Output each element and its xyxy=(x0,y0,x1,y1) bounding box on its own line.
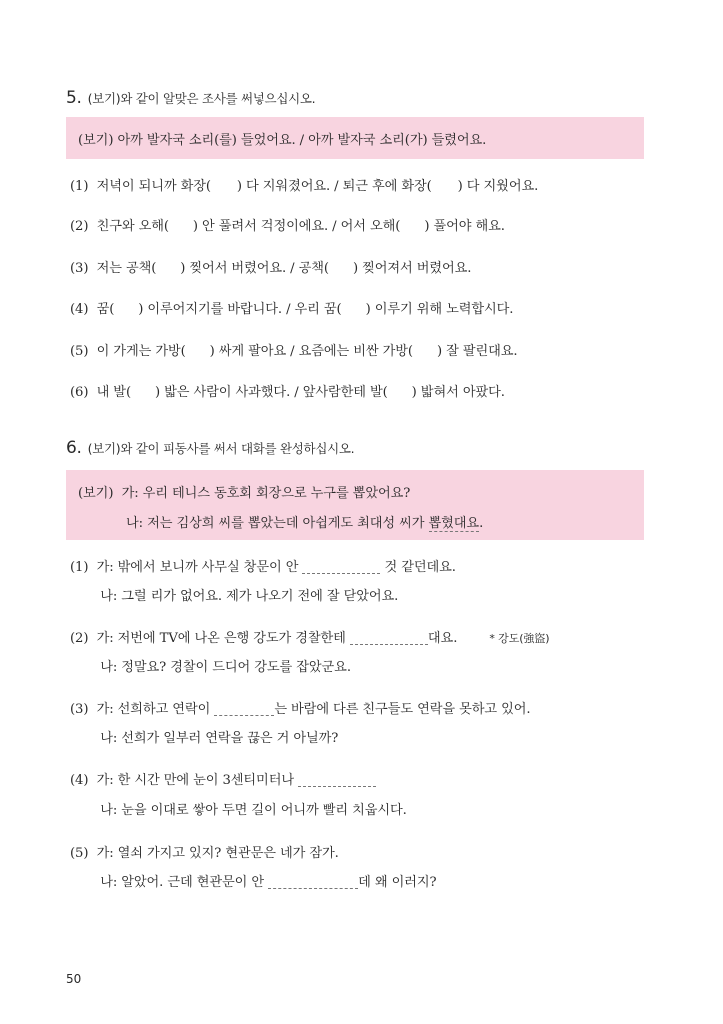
exercise-item xyxy=(70,215,505,234)
dialogue-ga: 가: 한 시간 만에 눈이 3센티미터나 xyxy=(96,773,294,788)
example-dialogue-ga xyxy=(78,482,410,501)
dialogue-ga: 가: 저번에 TV에 나온 은행 강도가 경찰한테 xyxy=(96,631,346,646)
item-text: ) 다 지웠어요. xyxy=(457,179,539,194)
item-number: (6) xyxy=(70,385,89,400)
item-number: (1) xyxy=(70,560,89,575)
item-text: ) 이루기 위해 노력합시다. xyxy=(365,302,514,317)
item-text: ) 풀어야 해요. xyxy=(424,219,505,234)
answer-blank[interactable] xyxy=(268,875,358,889)
answer-blank[interactable] xyxy=(350,631,428,645)
page-number: 50 xyxy=(66,972,82,986)
item-text: ) 밟은 사람이 사과했다. / 앞사람한테 발( xyxy=(155,385,388,400)
dialogue-na: 나: 선희가 일부러 연락을 끊은 거 아닐까? xyxy=(100,731,339,746)
item-number: (4) xyxy=(70,773,89,788)
dialogue-ga: 가: 열쇠 가지고 있지? 현관문은 네가 잠가. xyxy=(96,846,339,861)
section-number: 5. xyxy=(66,88,82,108)
dialogue-na: 나: 그럴 리가 없어요. 제가 나오기 전에 잘 닫았어요. xyxy=(100,589,399,604)
item-number: (3) xyxy=(70,261,89,276)
dialogue-ga: 가: 선희하고 연락이 xyxy=(96,702,211,717)
example-text: . xyxy=(479,516,484,531)
dialogue-item xyxy=(70,871,436,890)
item-number: (2) xyxy=(70,219,89,234)
item-text: ) 잘 팔린대요. xyxy=(436,344,518,359)
dialogue-item xyxy=(70,627,549,646)
section-instruction: (보기)와 같이 피동사를 써서 대화를 완성하십시오. xyxy=(87,441,355,456)
item-text: ) 찢어서 버렸어요. / 공책( xyxy=(180,261,329,276)
section-number: 6. xyxy=(66,438,82,458)
example-text: (보기) 아까 발자국 소리(를) 들었어요. / 아까 발자국 소리(가) 들렸어요. xyxy=(78,133,487,148)
answer-blank[interactable] xyxy=(214,702,274,716)
dialogue-na: 나: 눈을 이대로 쌓아 두면 길이 어니까 빨리 치웁시다. xyxy=(100,803,407,818)
example-text: 나: 저는 김상희 씨를 뽑았는데 아쉽게도 최대성 씨가 xyxy=(126,516,429,531)
example-text: 가: 우리 테니스 동호회 회장으로 누구를 뽑았어요? xyxy=(121,486,411,501)
dialogue-item xyxy=(70,556,456,575)
item-text: ) 안 풀려서 걱정이에요. / 어서 오해( xyxy=(192,219,401,234)
exercise-item xyxy=(70,175,538,194)
item-number: (5) xyxy=(70,344,89,359)
exercise-item xyxy=(70,381,505,400)
example-dialogue-na xyxy=(126,512,483,531)
example-answer: 뽑혔대요 xyxy=(428,516,480,531)
item-text: 저는 공책( xyxy=(96,261,157,276)
exercise-item xyxy=(70,340,517,359)
dialogue-ga: 것 같던데요. xyxy=(384,560,456,575)
dialogue-item xyxy=(70,698,530,717)
exercise-item xyxy=(70,298,513,317)
dialogue-item xyxy=(70,842,339,861)
item-number: (3) xyxy=(70,702,89,717)
dialogue-ga: 가: 밖에서 보니까 사무실 창문이 안 xyxy=(96,560,299,575)
item-text: ) 다 지워졌어요. / 퇴근 후에 화장( xyxy=(236,179,432,194)
item-text: 저녁이 되니까 화장( xyxy=(96,179,211,194)
item-number: (2) xyxy=(70,631,89,646)
item-text: ) 이루어지기를 바랍니다. / 우리 꿈( xyxy=(138,302,342,317)
item-text: 내 발( xyxy=(96,385,131,400)
dialogue-item xyxy=(70,656,351,675)
exercise-item xyxy=(70,257,471,276)
item-number: (1) xyxy=(70,179,89,194)
section-5-heading xyxy=(66,88,315,108)
footnote: * 강도(強盜) xyxy=(489,632,550,645)
dialogue-item xyxy=(70,585,398,604)
dialogue-na: 나: 알았어. 근데 현관문이 안 xyxy=(100,875,265,890)
item-number: (4) xyxy=(70,302,89,317)
item-text: ) 찢어져서 버렸어요. xyxy=(352,261,472,276)
item-text: 친구와 오해( xyxy=(96,219,169,234)
dialogue-ga: 는 바람에 다른 친구들도 연락을 못하고 있어. xyxy=(274,702,531,717)
item-text: ) 싸게 팔아요 / 요즘에는 비싼 가방( xyxy=(209,344,413,359)
item-number: (5) xyxy=(70,846,89,861)
section-instruction: (보기)와 같이 알맞은 조사를 써넣으십시오. xyxy=(87,91,316,106)
dialogue-na: 데 왜 이러지? xyxy=(358,875,437,890)
item-text: 꿈( xyxy=(96,302,115,317)
answer-blank[interactable] xyxy=(298,773,376,787)
dialogue-item xyxy=(70,799,407,818)
dialogue-item xyxy=(70,769,376,788)
dialogue-na: 나: 정말요? 경찰이 드디어 강도를 잡았군요. xyxy=(100,660,351,675)
item-text: 이 가게는 가방( xyxy=(96,344,186,359)
example-box xyxy=(66,117,644,159)
section-6-heading xyxy=(66,438,354,458)
answer-blank[interactable] xyxy=(302,560,380,574)
dialogue-item xyxy=(70,727,338,746)
example-box xyxy=(66,470,644,540)
item-text: ) 밟혀서 아팠다. xyxy=(411,385,505,400)
example-label: (보기) xyxy=(78,486,114,501)
dialogue-ga: 대요. xyxy=(427,631,458,646)
